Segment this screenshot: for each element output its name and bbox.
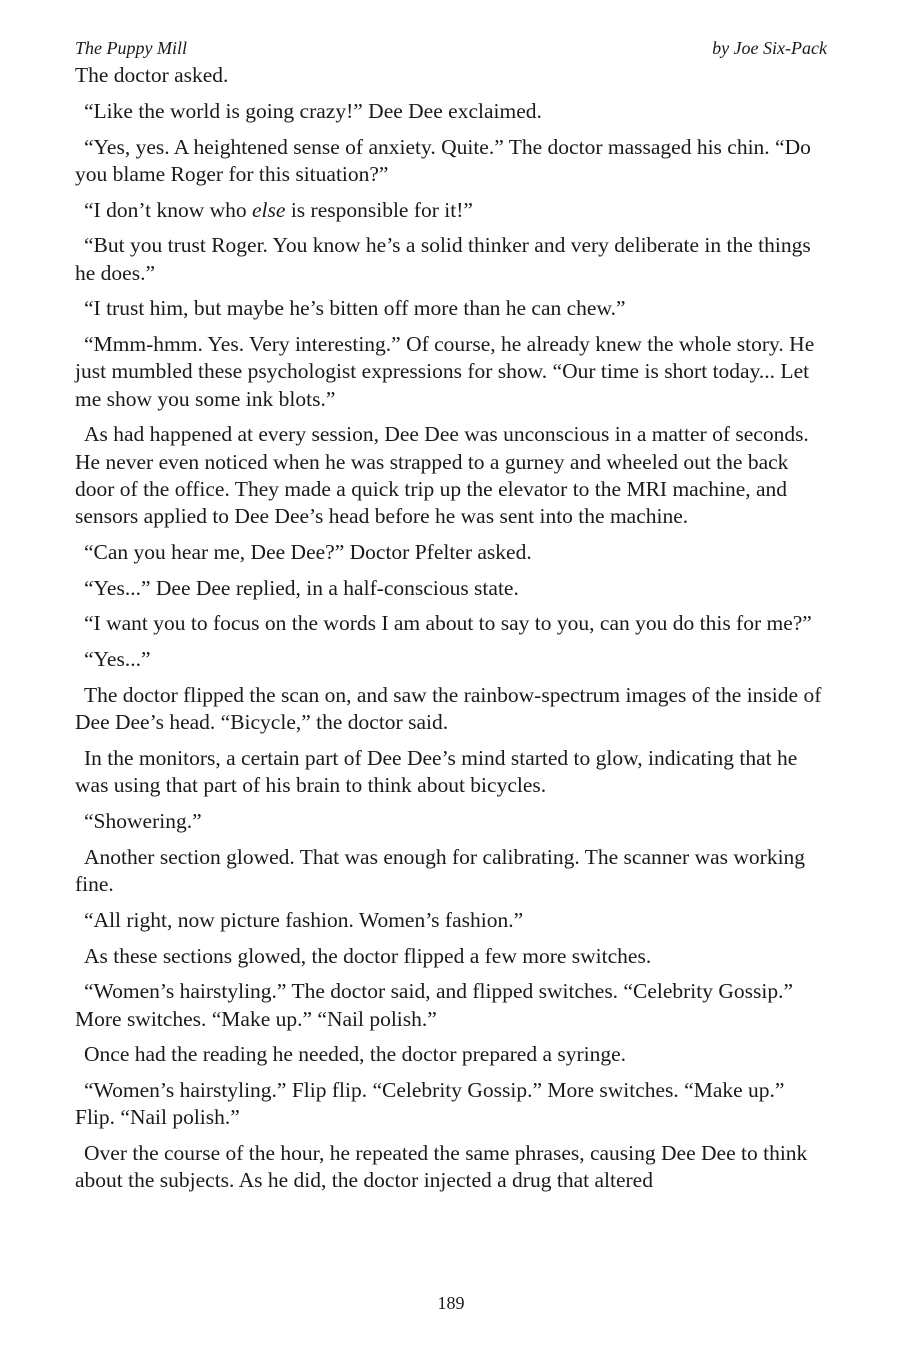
paragraph: The doctor asked.	[75, 63, 229, 87]
paragraph: The doctor flipped the scan on, and saw the rainbow-spectrum images of the inside of Dee Dee’s head. “Bicycle,” the doctor said.	[75, 682, 822, 735]
paragraph: “I want you to focus on the words I am about to say to you, can you do this for me?”	[84, 611, 812, 636]
paragraph: “Can you hear me, Dee Dee?” Doctor Pfelter asked.	[84, 539, 532, 564]
paragraph-text: “I don’t know who	[84, 197, 253, 222]
author-name: by Joe Six-Pack	[712, 38, 827, 58]
paragraph: Another section glowed. That was enough for calibrating. The scanner was working fine.	[75, 844, 806, 896]
paragraph: Over the course of the hour, he repeated the same phrases, causing Dee Dee to think about the subjects. As he did, the doctor injected a drug that altered	[75, 1141, 808, 1193]
paragraph: Once had the reading he needed, the doctor prepared a syringe.	[84, 1042, 627, 1067]
paragraph: “Women’s hairstyling.” Flip flip. “Celebrity Gossip.” More switches. “Make up.” Flip. “Nail polish.”	[75, 1078, 785, 1130]
running-header	[75, 36, 827, 62]
emphasized-word: else	[252, 197, 286, 222]
paragraph: “Yes...”	[84, 647, 151, 672]
paragraph: “All right, now picture fashion. Women’s fashion.”	[84, 907, 524, 932]
paragraph: “Yes...” Dee Dee replied, in a half-conscious state.	[84, 575, 519, 600]
paragraph: “But you trust Roger. You know he’s a solid thinker and very deliberate in the things he does.”	[75, 233, 811, 285]
paragraph: “Mmm-hmm. Yes. Very interesting.” Of course, he already knew the whole story. He just mumbled these psychologist expressions for show. “Our time is short today... Let me show you some ink blots.”	[75, 332, 815, 411]
paragraph: “Yes, yes. A heightened sense of anxiety. Quite.” The doctor massaged his chin. “Do you blame Roger for this situation?”	[75, 134, 811, 186]
paragraph: As had happened at every session, Dee Dee was unconscious in a matter of seconds. He never even noticed when he was strapped to a gurney and wheeled out the back door of the office. They made a quick trip up the elevator to the MRI machine, and sensors applied to Dee Dee’s head before he was sent into the machine.	[75, 422, 809, 528]
book-title: The Puppy Mill	[75, 38, 187, 58]
body-text	[75, 62, 827, 1195]
page-number: 189	[437, 1293, 465, 1313]
paragraph: “Showering.”	[84, 808, 202, 833]
paragraph-text: is responsible for it!”	[285, 197, 473, 222]
paragraph: “I trust him, but maybe he’s bitten off more than he can chew.”	[84, 296, 626, 321]
book-page	[75, 36, 827, 1314]
paragraph: In the monitors, a certain part of Dee Dee’s mind started to glow, indicating that he was using that part of his brain to think about bicycles.	[75, 745, 798, 798]
paragraph	[75, 197, 827, 224]
paragraph: “Women’s hairstyling.” The doctor said, and flipped switches. “Celebrity Gossip.” More switches. “Make up.” “Nail polish.”	[75, 979, 794, 1031]
paragraph: “Like the world is going crazy!” Dee Dee exclaimed.	[84, 98, 542, 123]
paragraph: As these sections glowed, the doctor flipped a few more switches.	[84, 943, 652, 968]
